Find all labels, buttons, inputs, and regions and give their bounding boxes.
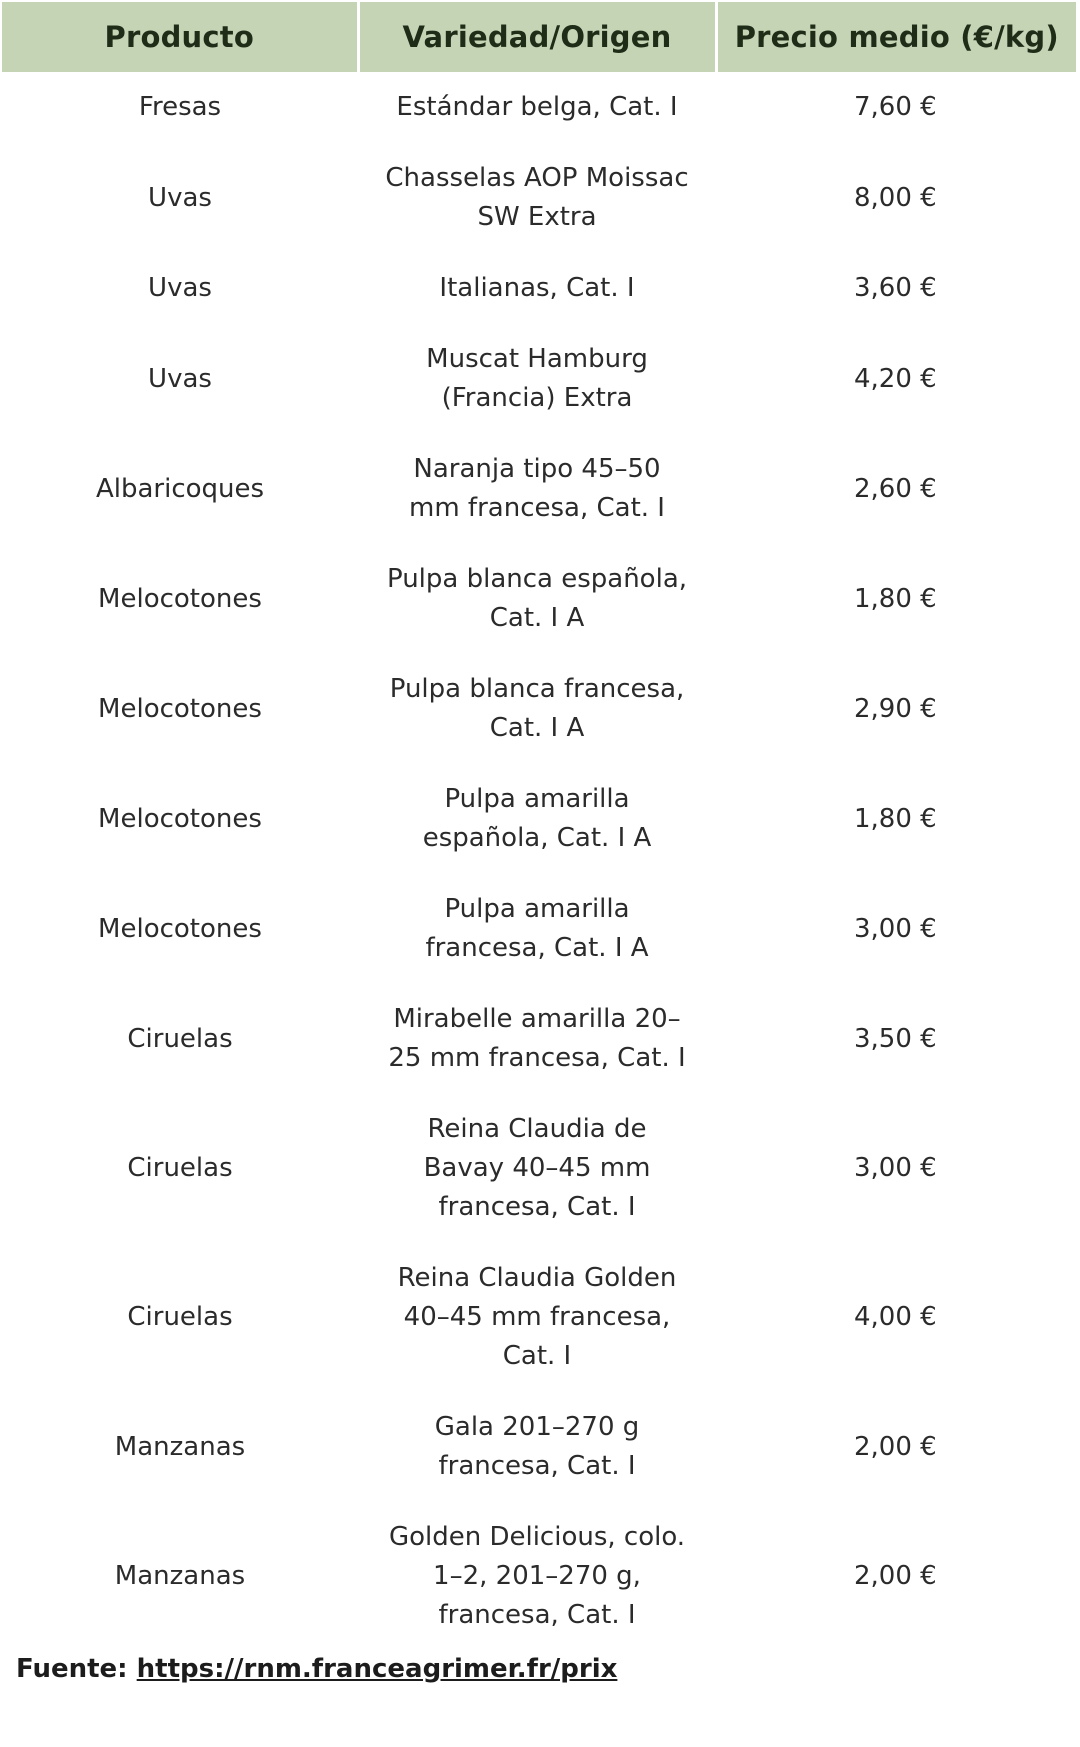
cell-price: 7,60 € (854, 92, 937, 122)
cell-price: 2,00 € (854, 1561, 937, 1591)
table-row (2, 253, 1076, 324)
cell-product: Ciruelas (127, 1153, 233, 1183)
cell-product: Ciruelas (127, 1302, 233, 1332)
header-variety: Variedad/Origen (358, 2, 716, 72)
cell-product: Ciruelas (127, 1023, 233, 1054)
table-row (2, 1243, 1076, 1392)
cell-price: 8,00 € (854, 182, 937, 213)
cell-variety: Pulpa amarilla francesa, Cat. I A (425, 894, 649, 963)
cell-product: Manzanas (114, 1431, 246, 1462)
cell-product: Uvas (148, 273, 212, 303)
cell-price: 2,00 € (854, 1431, 937, 1462)
source-note (16, 1654, 617, 1684)
cell-product: Albaricoques (95, 473, 265, 504)
table-row (2, 984, 1076, 1094)
cell-product: Melocotones (98, 583, 262, 614)
cell-product: Uvas (148, 182, 212, 213)
cell-product: Melocotones (98, 803, 262, 834)
header-row (2, 2, 1076, 72)
cell-variety: Italianas, Cat. I (439, 273, 635, 303)
table-row (2, 72, 1076, 143)
table-row (2, 1392, 1076, 1502)
source-label: Fuente: (16, 1654, 128, 1684)
cell-product: Manzanas (114, 1561, 246, 1591)
cell-variety: Chasselas AOP Moissac SW Extra (385, 163, 689, 232)
cell-product: Uvas (148, 363, 212, 394)
cell-variety: Golden Delicious, colo. 1–2, 201–270 g, francesa, Cat. I (388, 1522, 686, 1630)
cell-variety: Pulpa blanca francesa, Cat. I A (389, 674, 685, 743)
cell-variety: Muscat Hamburg (Francia) Extra (426, 344, 648, 413)
cell-price: 1,80 € (854, 583, 937, 614)
cell-price: 3,00 € (854, 913, 937, 944)
header-product: Producto (2, 2, 358, 72)
table-row (2, 1094, 1076, 1243)
cell-price: 3,50 € (854, 1023, 937, 1054)
table-row (2, 434, 1076, 544)
cell-variety: Naranja tipo 45–50 mm francesa, Cat. I (409, 454, 665, 523)
price-table (2, 2, 1076, 1651)
source-link[interactable]: https://rnm.franceagrimer.fr/prix (136, 1654, 618, 1684)
cell-price: 2,90 € (854, 693, 937, 724)
cell-price: 3,00 € (854, 1153, 937, 1183)
cell-price: 1,80 € (854, 803, 937, 834)
table-row (2, 324, 1076, 434)
table-row (2, 764, 1076, 874)
cell-variety: Gala 201–270 g francesa, Cat. I (434, 1412, 640, 1481)
cell-price: 2,60 € (854, 473, 937, 504)
cell-variety: Mirabelle amarilla 20–25 mm francesa, Cat. I (388, 1004, 686, 1073)
cell-variety: Pulpa blanca española, Cat. I A (386, 564, 688, 633)
table-body (2, 72, 1076, 1651)
table-header (2, 2, 1076, 72)
cell-product: Fresas (138, 92, 222, 122)
cell-variety: Reina Claudia de Bavay 40–45 mm francesa, Cat. I (423, 1114, 651, 1222)
cell-price: 4,20 € (854, 363, 937, 394)
cell-price: 4,00 € (854, 1302, 937, 1332)
table-row (2, 544, 1076, 654)
cell-product: Melocotones (98, 693, 262, 724)
cell-product: Melocotones (98, 913, 262, 944)
cell-variety: Pulpa amarilla española, Cat. I A (422, 784, 652, 853)
table-row (2, 654, 1076, 764)
header-price: Precio medio (€/kg) (716, 2, 1076, 72)
table-row (2, 143, 1076, 253)
table-row (2, 874, 1076, 984)
cell-variety: Reina Claudia Golden 40–45 mm francesa, Cat. I (397, 1263, 677, 1371)
cell-variety: Estándar belga, Cat. I (396, 92, 678, 122)
table-row (2, 1502, 1076, 1651)
cell-price: 3,60 € (854, 273, 937, 303)
